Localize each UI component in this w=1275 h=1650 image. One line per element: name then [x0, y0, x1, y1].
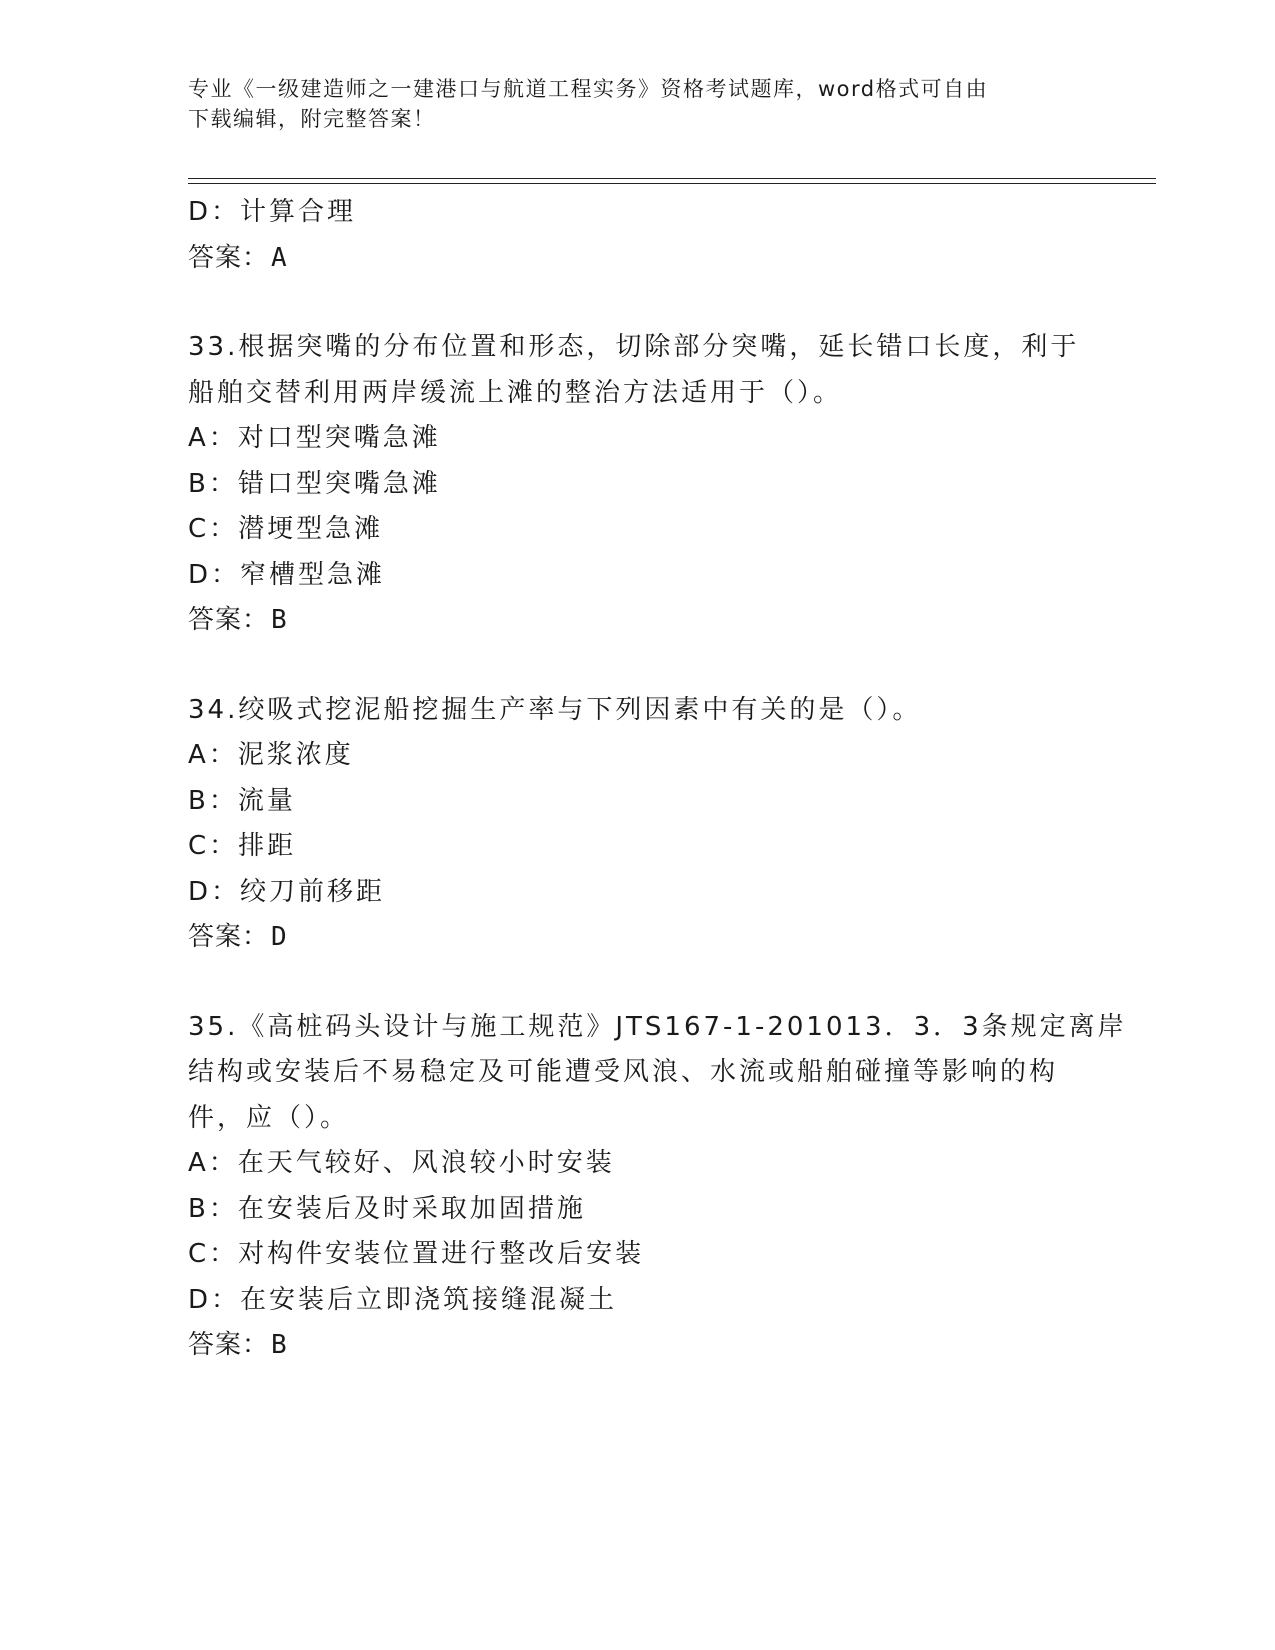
- question-stem-line: 船舶交替利用两岸缓流上滩的整治方法适用于（）。: [188, 377, 843, 408]
- answer-carryover: [188, 236, 1088, 282]
- answer-label: 答案：: [188, 242, 270, 273]
- question-stem-line: 33.根据突嘴的分布位置和形态，切除部分突嘴，延长错口长度，利于: [188, 332, 1080, 362]
- answer: [188, 915, 1088, 961]
- question-stem-line: 34.绞吸式挖泥船挖掘生产率与下列因素中有关的是（）。: [188, 694, 922, 725]
- question-35: [188, 1005, 1127, 1369]
- spacer: [188, 644, 1088, 688]
- answer-value: B: [271, 605, 288, 635]
- question-33: [188, 325, 1088, 644]
- document-body: [188, 190, 1127, 1369]
- answer-value: A: [271, 242, 288, 273]
- option-d: D：在安装后立即浇筑接缝混凝土: [188, 1284, 618, 1315]
- header-line-2: 下载编辑，附完整答案！: [188, 107, 436, 131]
- answer-label: 答案：: [188, 1330, 270, 1360]
- spacer: [188, 961, 1088, 1005]
- question-34: [188, 688, 1088, 961]
- header-divider-top: [188, 178, 1156, 179]
- question-stem-line: 结构或安装后不易稳定及可能遭受风浪、水流或船舶碰撞等影响的构: [188, 1057, 1059, 1087]
- answer-label: 答案：: [188, 605, 270, 635]
- answer-value: D: [271, 922, 288, 952]
- spacer: [188, 281, 1088, 325]
- option-d-carryover: D：计算合理: [188, 197, 357, 227]
- option-a: A：在天气较好、风浪较小时安装: [188, 1148, 615, 1178]
- option-a: A：泥浆浓度: [188, 740, 354, 770]
- header-divider-bottom: [188, 183, 1156, 184]
- option-b: B：流量: [188, 785, 296, 816]
- answer: [188, 598, 1088, 644]
- option-b: B：错口型突嘴急滩: [188, 468, 441, 499]
- answer: [188, 1323, 1088, 1369]
- option-d: D：窄槽型急滩: [188, 559, 386, 590]
- question-stem-line: 件，应（）。: [188, 1102, 350, 1133]
- answer-value: B: [271, 1330, 288, 1360]
- question-stem-line: 35.《高桩码头设计与施工规范》JTS167-1-201013．3．3条规定离岸: [188, 1011, 1127, 1042]
- option-c: C：潜埂型急滩: [188, 514, 384, 544]
- header-line-1: 专业《一级建造师之一建港口与航道工程实务》资格考试题库，word格式可自由: [188, 77, 989, 101]
- option-d: D：绞刀前移距: [188, 876, 386, 907]
- option-c: C：排距: [188, 831, 297, 861]
- answer-label: 答案：: [188, 922, 270, 952]
- document-header: [188, 74, 1088, 134]
- option-c: C：对构件安装位置进行整改后安装: [188, 1239, 645, 1269]
- option-b: B：在安装后及时采取加固措施: [188, 1193, 586, 1224]
- option-a: A：对口型突嘴急滩: [188, 423, 441, 453]
